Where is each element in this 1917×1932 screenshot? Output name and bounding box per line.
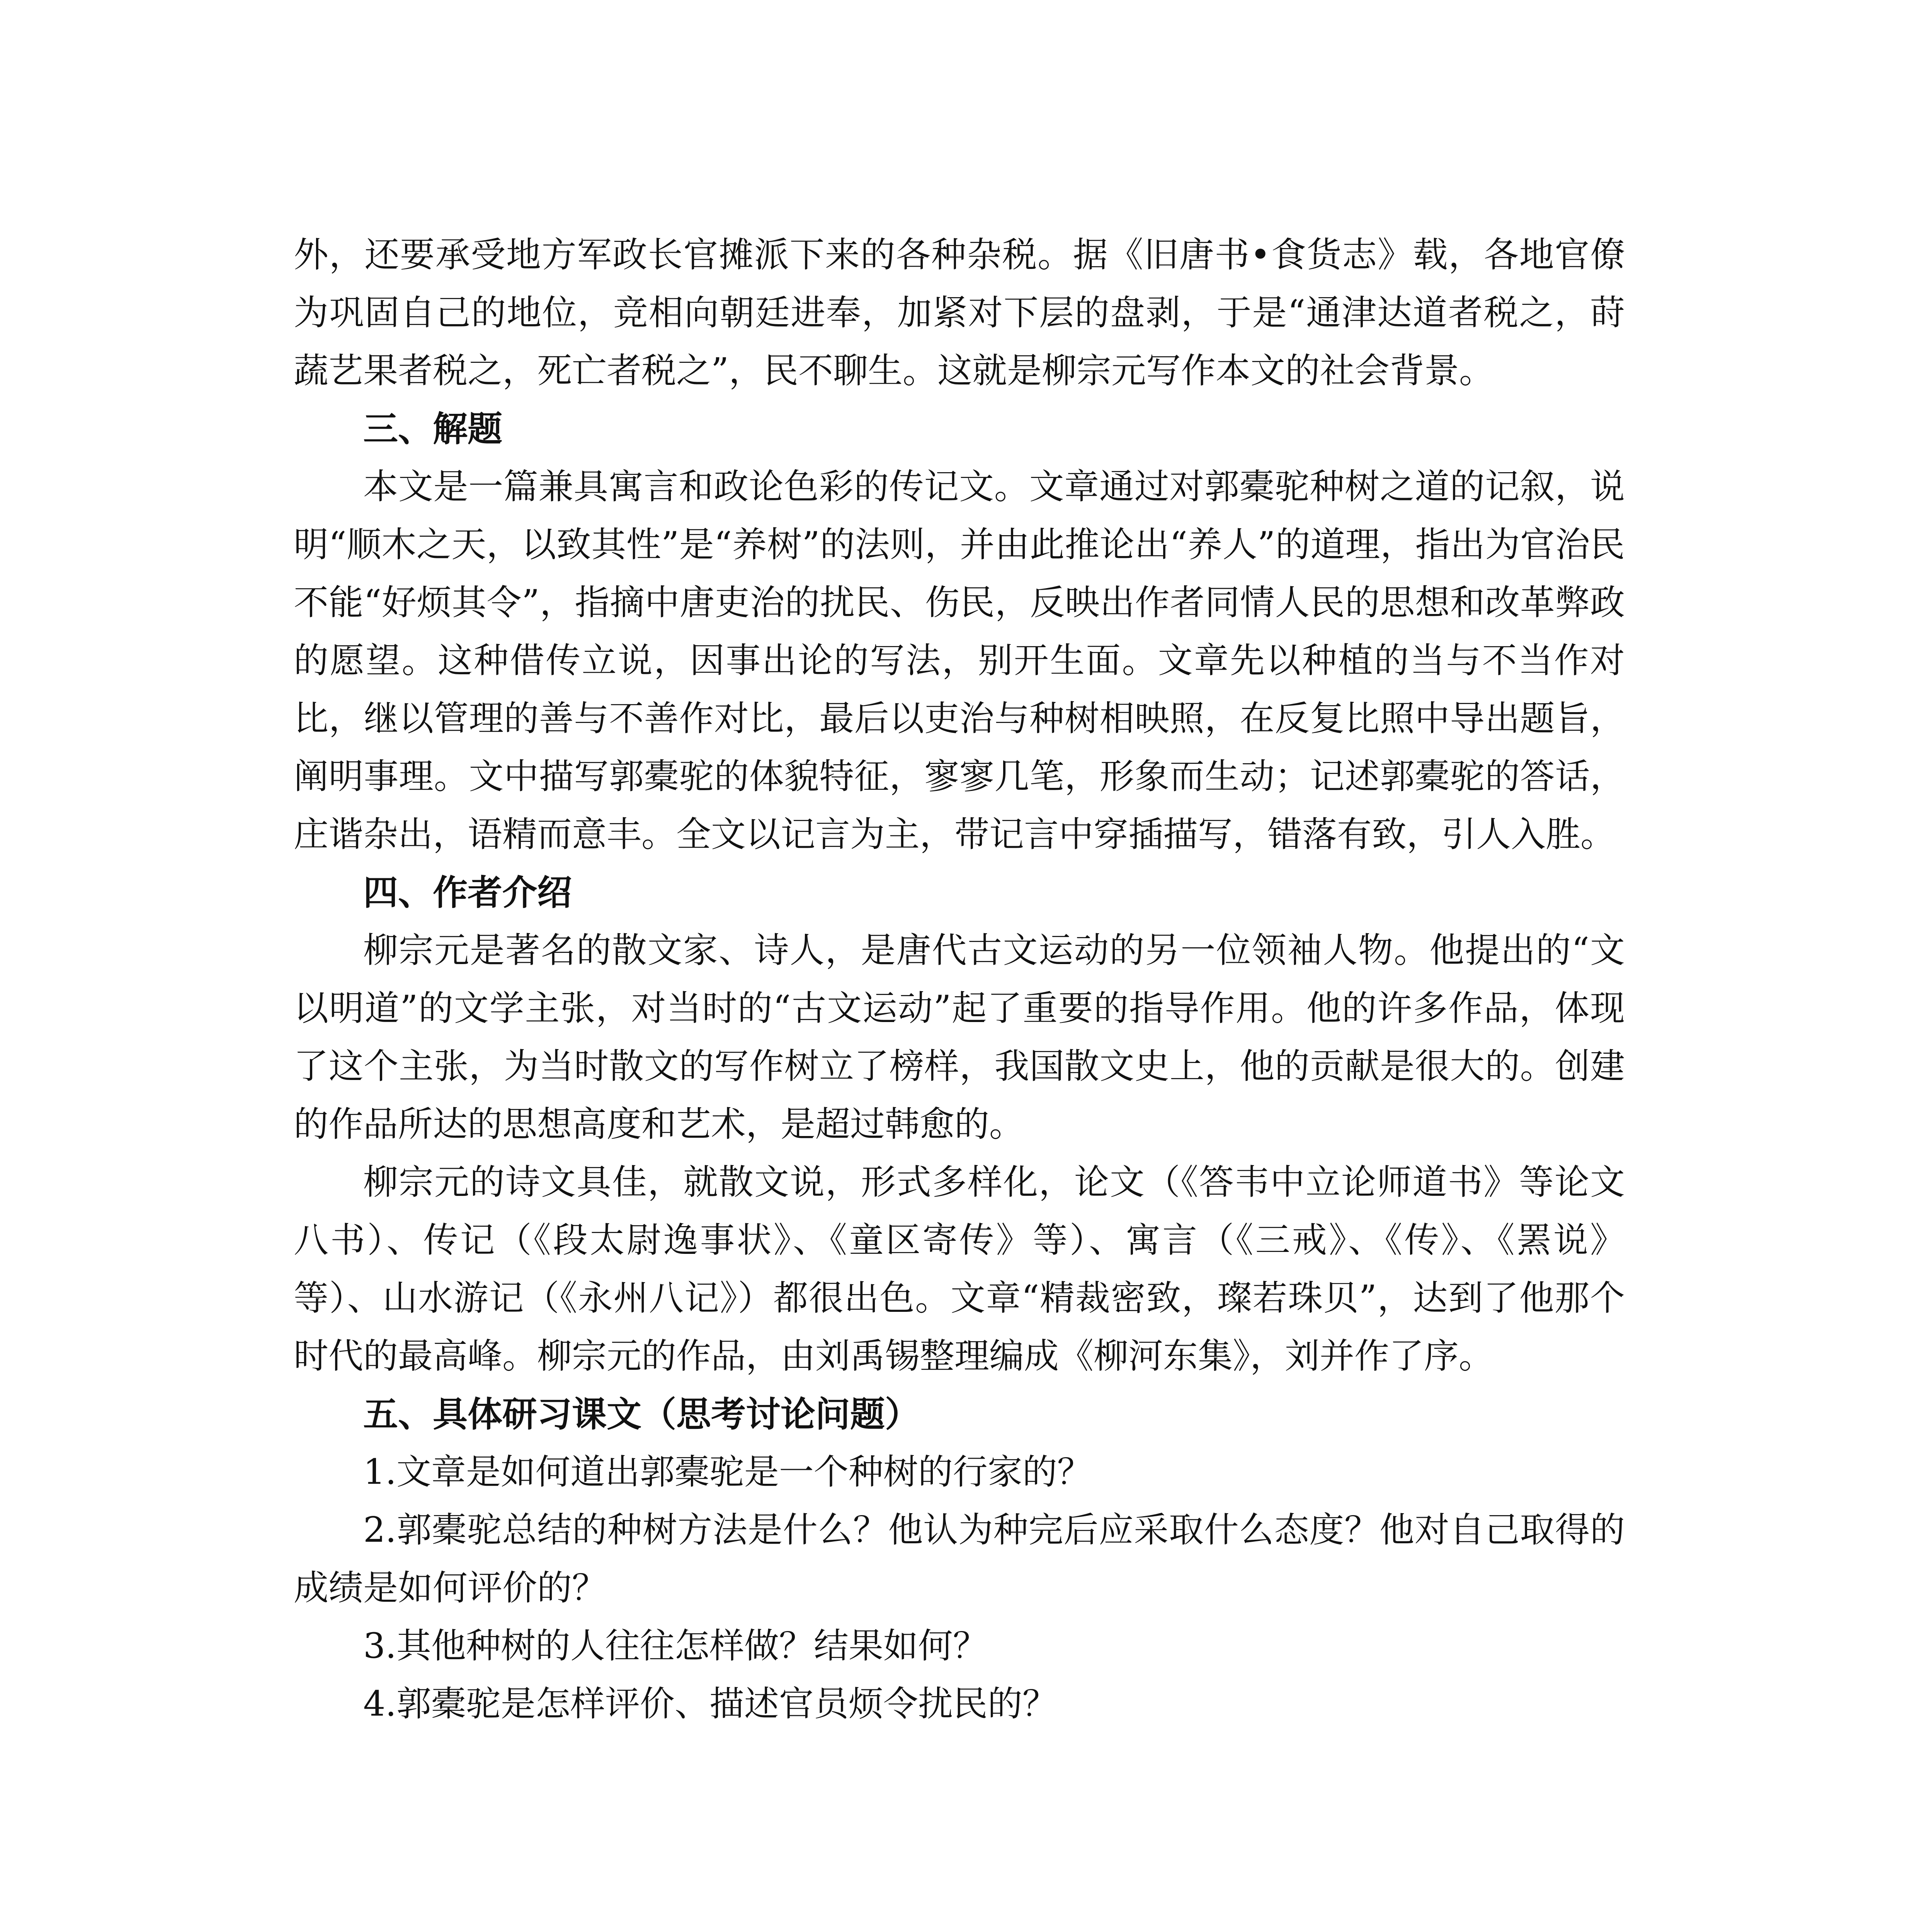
question-2: 2.郭橐驼总结的种树方法是什么？他认为种完后应采取什么态度？他对自己取得的成绩是如何评价的？ [294,1510,1625,1608]
paragraph-author-works: 柳宗元的诗文具佳，就散文说，形式多样化，论文（《答韦中立论师道书》等论文八书）、传记（《段太尉逸事状》、《童区寄传》等）、寓言（《三戒》、《传》、《罴说》等）、山水游记（《永州八记》）都很出色。文章“精裁密致，璨若珠贝”，达到了他那个时代的最高峰。柳宗元的作品，由刘禹锡整理编成《柳河东集》，刘并作了序。 [294,1162,1625,1376]
document-body [294,226,1625,1733]
paragraph-social-background: 外，还要承受地方军政长官摊派下来的各种杂税。据《旧唐书•食货志》载，各地官僚为巩固自己的地位，竞相向朝廷进奉，加紧对下层的盘剥，于是“通津达道者税之，莳蔬艺果者税之，死亡者税之”，民不聊生。这就是柳宗元写作本文的社会背景。 [294,235,1625,391]
section-heading-jieti: 三、解题 [363,408,502,449]
section-heading-author: 四、作者介绍 [363,872,572,913]
question-1: 1.文章是如何道出郭橐驼是一个种树的行家的？ [363,1452,1092,1492]
section-heading-study: 五、具体研习课文（思考讨论问题） [363,1394,920,1435]
paragraph-jieti: 本文是一篇兼具寓言和政论色彩的传记文。文章通过对郭橐驼种树之道的记叙，说明“顺木之天，以致其性”是“养树”的法则，并由此推论出“养人”的道理，指出为官治民不能“好烦其令”，指摘中唐吏治的扰民、伤民，反映出作者同情人民的思想和改革弊政的愿望。这种借传立说，因事出论的写法，别开生面。文章先以种植的当与不当作对比，继以管理的善与不善作对比，最后以吏治与种树相映照，在反复比照中导出题旨，阐明事理。文中描写郭橐驼的体貌特征，寥寥几笔，形象而生动；记述郭橐驼的答话，庄谐杂出，语精而意丰。全文以记言为主，带记言中穿插描写，错落有致，引人入胜。 [294,466,1625,855]
question-4: 4.郭橐驼是怎样评价、描述官员烦令扰民的？ [363,1684,1057,1724]
paragraph-author-intro: 柳宗元是著名的散文家、诗人，是唐代古文运动的另一位领袖人物。他提出的“文以明道”的文学主张，对当时的“古文运动”起了重要的指导作用。他的许多作品，体现了这个主张，为当时散文的写作树立了榜样，我国散文史上，他的贡献是很大的。创建的作品所达的思想高度和艺术，是超过韩愈的。 [294,930,1625,1145]
question-3: 3.其他种树的人往往怎样做？结果如何？ [363,1626,988,1666]
